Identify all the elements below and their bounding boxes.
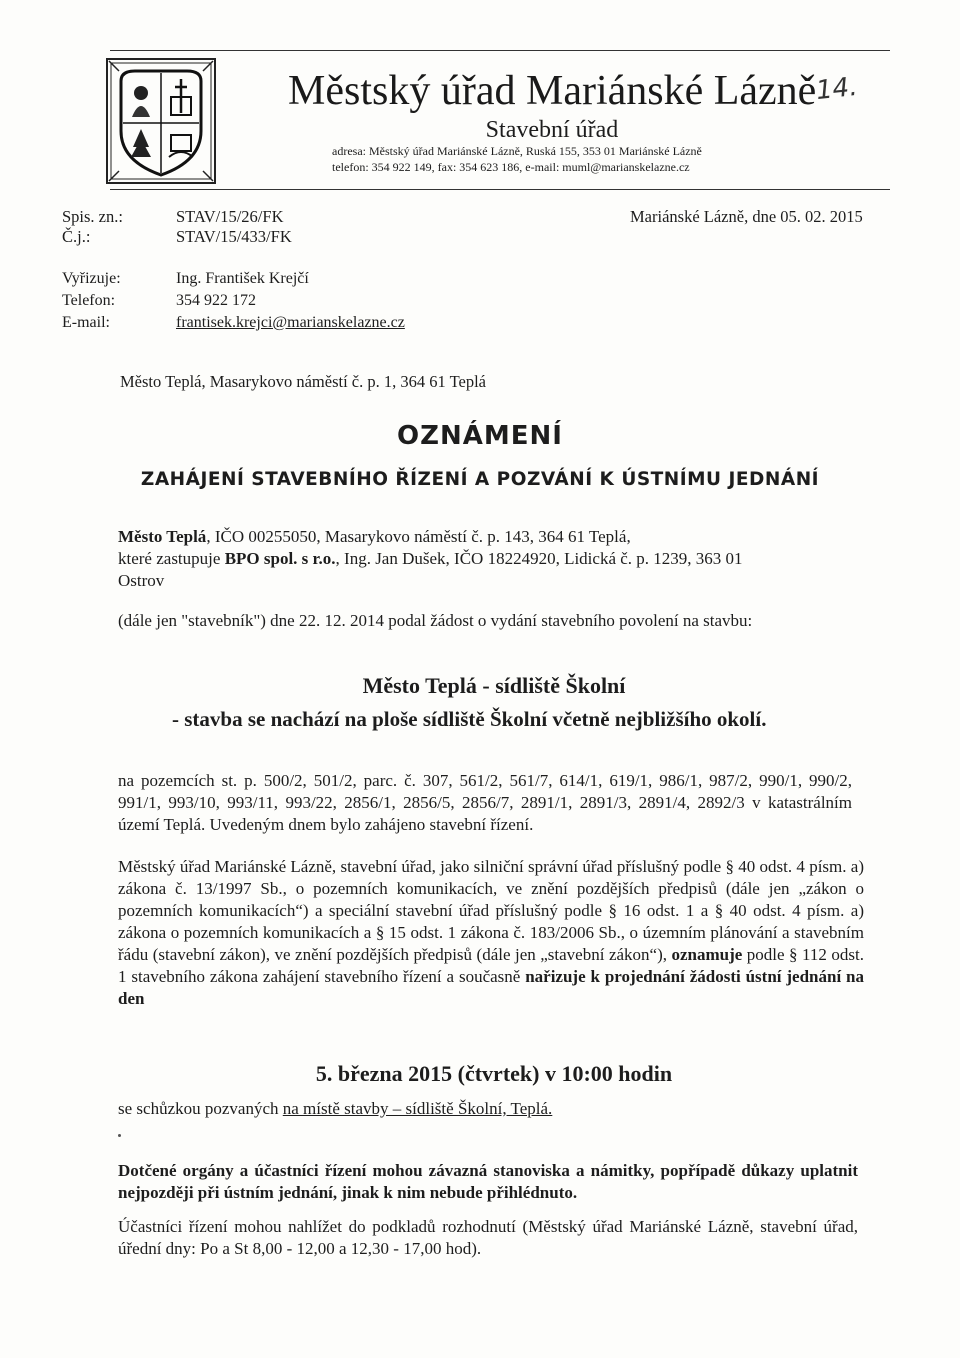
header-bottom-rule (110, 189, 890, 190)
department-name (0, 116, 960, 144)
reference-number-label: Č.j.: (62, 227, 91, 246)
department-name-text: Stavební úřad (485, 117, 619, 143)
email-link[interactable]: frantisek.krejci@marianskelazne.cz (176, 314, 405, 331)
parcels-paragraph: na pozemcích st. p. 500/2, 501/2, parc. č. 307, 561/2, 561/7, 614/1, 619/1, 986/1, 987/2, 990/1, 990/2, 991/1, 993/10, 993/11, 993/22, 2856/1, 2856/5, 2856/7, 2891/1, 2891/3, 2891/4, 2892/3 v katastrálním území Teplá. Uvedeným dnem bylo zahájeno stavební řízení. (118, 771, 852, 834)
document-subtitle: ZAHÁJENÍ STAVEBNÍHO ŘÍZENÍ A POZVÁNÍ K ÚSTNÍMU JEDNÁNÍ (140, 469, 820, 490)
handler-name: Ing. František Krejčí (176, 270, 309, 287)
representative-name: BPO spol. s r.o. (224, 549, 336, 568)
handler-label: Vyřizuje: (62, 270, 121, 287)
representative-city: Ostrov (118, 571, 165, 590)
applicant-details: , IČO 00255050, Masarykovo náměstí č. p. 143, 364 61 Teplá, (206, 527, 631, 546)
representation-intro: které zastupuje (118, 549, 225, 568)
place-and-date: Mariánské Lázně, dne 05. 02. 2015 (630, 207, 863, 226)
stray-dot (118, 1134, 121, 1137)
email-label: E-mail: (62, 314, 110, 331)
handwritten-page-mark: 14. (814, 71, 859, 107)
legal-basis-paragraph (118, 856, 864, 1010)
phone-label: Telefon: (62, 292, 116, 309)
reference-number-value: STAV/15/433/FK (176, 227, 292, 246)
construction-location: - stavba se nachází na ploše sídliště Školní včetně nejbližšího okolí. (172, 707, 767, 731)
office-address-line: adresa: Městský úřad Mariánské Lázně, Ruská 155, 353 01 Mariánské Lázně (332, 144, 702, 158)
office-contact-line: telefon: 354 922 149, fax: 354 623 186, e-mail: muml@marianskelazne.cz (332, 160, 690, 174)
legal-basis-text: Městský úřad Mariánské Lázně, stavební úřad, jako silniční správní úřad příslušný podle § 40 odst. 4 písm. a) zákona č. 13/1997 Sb., o pozemních komunikacích, ve znění pozdějších předpisů (dále jen „zákon o pozemních komunikacích“) a speciální stavební úřad příslušný podle § 16 odst. 1 a § 40 odst. 4 písm. a) zákona o pozemních komunikacích a § 15 odst. 1 zákona č. 183/2006 Sb., o územním plánování a stavebním řádu (stavební zákon), ve znění pozdějších předpisů (dále jen „stavební zákon“), (118, 857, 864, 964)
application-filed-line: (dále jen "stavebník") dne 22. 12. 2014 podal žádost o vydání stavebního povolení na stavbu: (118, 611, 753, 630)
phone-value: 354 922 172 (176, 292, 256, 309)
applicant-name: Město Teplá (118, 527, 207, 546)
construction-name (0, 672, 960, 700)
file-number-value: STAV/15/26/FK (176, 207, 284, 226)
office-contact (332, 143, 702, 175)
applicant-paragraph (118, 526, 840, 592)
meeting-place-intro: se schůzkou pozvaných (118, 1099, 283, 1118)
representative-details: , Ing. Jan Dušek, IČO 18224920, Lidická č. p. 1239, 363 01 (335, 549, 743, 568)
office-name: Městský úřad Mariánské Lázně (288, 68, 817, 114)
meeting-place: na místě stavby – sídliště Školní, Teplá. (282, 1099, 553, 1118)
meeting-date-time-text: 5. března 2015 (čtvrtek) v 10:00 hodin (315, 1061, 673, 1086)
objections-notice: Dotčené orgány a účastníci řízení mohou závazná stanoviska a námitky, popřípadě důkazy uplatnit nejpozději při ústním jednání, jinak k nim nebude přihlédnuto. (118, 1161, 858, 1202)
meeting-place-line (118, 1098, 840, 1120)
orders-hearing-text: nařizuje k projednání žádosti ústní jednání na den (118, 967, 864, 1008)
recipient-address: Město Teplá, Masarykovo náměstí č. p. 1, 364 61 Teplá (120, 372, 486, 391)
file-number-label: Spis. zn.: (62, 207, 123, 226)
documents-inspection-notice: Účastníci řízení mohou nahlížet do podkladů rozhodnutí (Městský úřad Mariánské Lázně, stavební úřad, úřední dny: Po a St 8,00 - 12,00 a 12,30 - 17,00 hod). (118, 1217, 858, 1258)
document-title: OZNÁMENÍ (397, 421, 563, 451)
announces-keyword: oznamuje (671, 945, 743, 964)
legal-basis-text-continued: podle § 112 odst. 1 stavebního zákona zahájení stavebního řízení a současně (118, 945, 864, 986)
header-top-rule (110, 50, 890, 51)
meeting-date-time (0, 1060, 960, 1088)
construction-name-text: Město Teplá - sídliště Školní (362, 673, 626, 698)
